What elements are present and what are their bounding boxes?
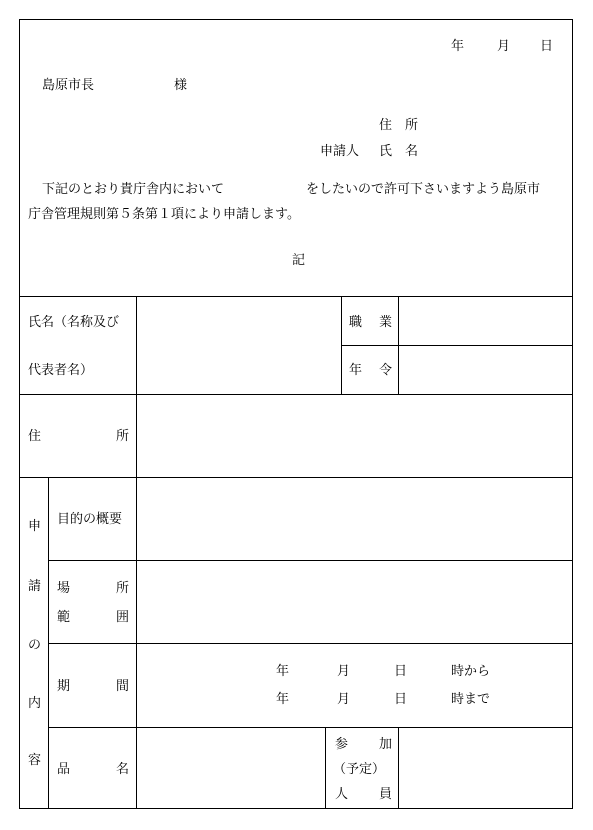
honorific: 様 <box>174 78 188 93</box>
activity-field[interactable] <box>244 180 304 198</box>
name-label-line1: 氏名（名称及び <box>28 315 120 330</box>
addressee: 島原市長 <box>42 78 95 93</box>
period-label-a: 期 <box>57 679 71 694</box>
divider-participants-left <box>325 727 326 809</box>
ki-heading: 記 <box>292 253 306 268</box>
age-label-b: 令 <box>379 363 393 378</box>
item-label-a: 品 <box>57 762 71 777</box>
period-from-year: 年 <box>276 664 290 679</box>
range-label-a: 範 <box>57 610 71 625</box>
period-from-month: 月 <box>337 664 351 679</box>
period-label-b: 間 <box>116 679 130 694</box>
content-label-char: 申 <box>28 519 42 534</box>
purpose-label: 目的の概要 <box>57 512 123 527</box>
address-label-b: 所 <box>116 429 130 444</box>
content-label-char: の <box>28 638 42 653</box>
date-year-label: 年 <box>451 39 465 54</box>
occupation-field[interactable] <box>399 297 573 345</box>
request-text-part1: 下記のとおり貴庁舎内において <box>42 182 225 197</box>
age-field[interactable] <box>399 346 573 394</box>
name-field[interactable] <box>137 297 341 394</box>
period-until-day: 日 <box>394 692 408 707</box>
content-label-char: 容 <box>28 753 42 768</box>
content-label-char: 請 <box>28 579 42 594</box>
age-label-a: 年 <box>349 363 363 378</box>
item-name-field[interactable] <box>137 728 325 809</box>
divider-occupation-left <box>341 296 342 394</box>
occupation-label-b: 業 <box>379 315 393 330</box>
date-month-label: 月 <box>497 39 511 54</box>
applicant-address-label: 住 所 <box>379 118 419 133</box>
applicant-prefix: 申請人 <box>320 144 360 159</box>
period-until-year: 年 <box>276 692 290 707</box>
participants-label-planned: （予定） <box>333 762 386 777</box>
request-text-line2: 庁舎管理規則第５条第１項により申請します。 <box>28 207 300 222</box>
place-label-a: 場 <box>57 581 71 596</box>
place-field[interactable] <box>137 561 573 643</box>
period-until-month: 月 <box>337 692 351 707</box>
purpose-field[interactable] <box>137 478 573 560</box>
divider-content-vertical <box>48 477 49 809</box>
address-field[interactable] <box>137 395 573 477</box>
place-label-b: 所 <box>116 581 130 596</box>
period-field[interactable] <box>137 644 573 727</box>
period-until-suffix: 時まで <box>451 692 491 707</box>
participants-field[interactable] <box>399 728 573 809</box>
applicant-name-label: 氏 名 <box>379 144 419 159</box>
occupation-label-a: 職 <box>349 315 363 330</box>
participants-label-a: 参 <box>335 737 349 752</box>
item-label-b: 名 <box>116 762 130 777</box>
content-label-char: 内 <box>28 696 42 711</box>
participants-label-d: 員 <box>379 787 393 802</box>
address-label-a: 住 <box>28 429 42 444</box>
participants-label-b: 加 <box>379 737 393 752</box>
range-label-b: 囲 <box>116 610 130 625</box>
name-label-line2: 代表者名） <box>28 363 94 378</box>
date-day-label: 日 <box>540 39 554 54</box>
period-from-suffix: 時から <box>451 664 491 679</box>
request-text-part2: をしたいので許可下さいますよう島原市 <box>306 182 541 197</box>
period-from-day: 日 <box>394 664 408 679</box>
participants-label-c: 人 <box>335 787 349 802</box>
